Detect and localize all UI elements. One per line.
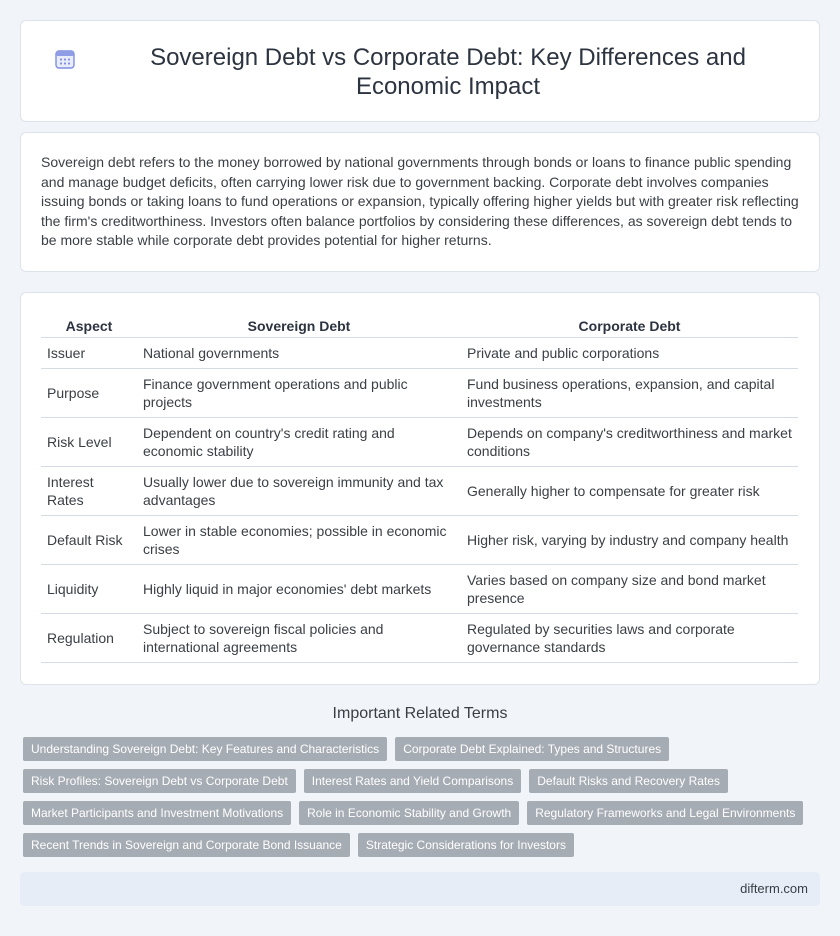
related-term-link[interactable]: Recent Trends in Sovereign and Corporate Bond Issuance [23,833,350,857]
related-term-link[interactable]: Strategic Considerations for Investors [358,833,574,857]
sovereign-cell: National governments [137,337,461,368]
sovereign-cell: Subject to sovereign fiscal policies and international agreements [137,613,461,662]
corporate-cell: Private and public corporations [461,337,798,368]
sovereign-cell: Dependent on country's credit rating and economic stability [137,417,461,466]
related-term-link[interactable]: Understanding Sovereign Debt: Key Features and Characteristics [23,737,387,761]
aspect-cell: Interest Rates [41,466,137,515]
aspect-cell: Regulation [41,613,137,662]
footer-site-name[interactable]: difterm.com [740,881,808,896]
table-row [41,515,798,564]
corporate-cell: Regulated by securities laws and corporate governance standards [461,613,798,662]
sovereign-cell: Usually lower due to sovereign immunity and tax advantages [137,466,461,515]
related-terms-list [23,737,813,865]
comparison-table-card [20,292,820,685]
related-terms-heading: Important Related Terms [332,705,508,722]
comparison-table [41,315,798,663]
table-row [41,368,798,417]
table-row [41,337,798,368]
corporate-cell: Generally higher to compensate for greater risk [461,466,798,515]
related-term-link[interactable]: Market Participants and Investment Motivations [23,801,291,825]
corporate-cell: Varies based on company size and bond market presence [461,564,798,613]
table-row [41,564,798,613]
related-term-link[interactable]: Interest Rates and Yield Comparisons [304,769,521,793]
header-sovereign-debt: Sovereign Debt [137,315,461,337]
aspect-cell: Liquidity [41,564,137,613]
intro-card [20,132,820,272]
sovereign-cell: Highly liquid in major economies' debt markets [137,564,461,613]
corporate-cell: Depends on company's creditworthiness and market conditions [461,417,798,466]
corporate-cell: Higher risk, varying by industry and company health [461,515,798,564]
aspect-cell: Risk Level [41,417,137,466]
table-header-row [41,315,798,337]
footer-bar [20,872,820,906]
table-row [41,417,798,466]
related-term-link[interactable]: Default Risks and Recovery Rates [529,769,728,793]
header-aspect: Aspect [41,315,137,337]
related-term-link[interactable]: Role in Economic Stability and Growth [299,801,519,825]
aspect-cell: Default Risk [41,515,137,564]
corporate-cell: Fund business operations, expansion, and capital investments [461,368,798,417]
sovereign-cell: Finance government operations and public projects [137,368,461,417]
title-card [20,20,820,122]
related-term-link[interactable]: Risk Profiles: Sovereign Debt vs Corporate Debt [23,769,296,793]
aspect-cell: Issuer [41,337,137,368]
page-title: Sovereign Debt vs Corporate Debt: Key Differences and Economic Impact [150,44,746,100]
header-corporate-debt: Corporate Debt [461,315,798,337]
table-row [41,613,798,662]
related-term-link[interactable]: Corporate Debt Explained: Types and Structures [395,737,669,761]
aspect-cell: Purpose [41,368,137,417]
table-row [41,466,798,515]
related-term-link[interactable]: Regulatory Frameworks and Legal Environments [527,801,803,825]
intro-paragraph: Sovereign debt refers to the money borrowed by national governments through bonds or loans to finance public spending and manage budget deficits, often carrying lower risk due to government backing. Corporate debt involves companies issuing bonds or taking loans to fund operations or expansion, typically offering higher yields but with greater risk reflecting the firm's creditworthiness. Investors often balance portfolios by considering these differences, as sovereign debt tends to be more stable while corporate debt provides potential for higher returns. [41,154,799,249]
sovereign-cell: Lower in stable economies; possible in economic crises [137,515,461,564]
